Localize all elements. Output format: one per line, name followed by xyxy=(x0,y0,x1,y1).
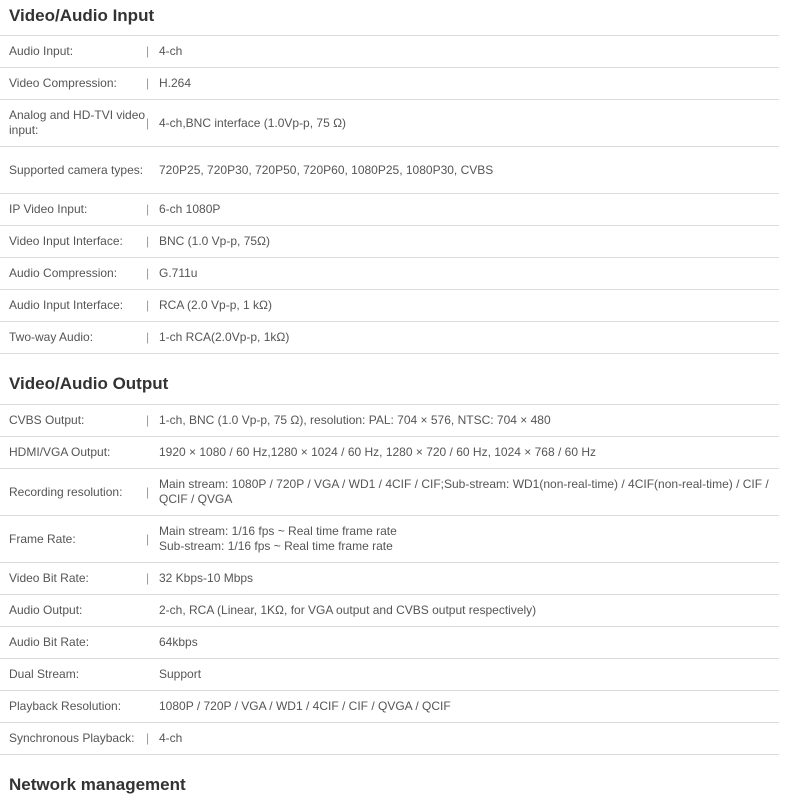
spec-label: Audio Bit Rate: xyxy=(9,635,90,649)
spec-label: IP Video Input: xyxy=(9,202,88,216)
separator: | xyxy=(146,44,150,58)
spec-value: Main stream: 1080P / 720P / VGA / WD1 / 4CIF / CIF;Sub-stream: WD1(non-real-time) / 4CIF(non-real-time) / CIF / QCIF / QVGA xyxy=(159,477,769,506)
table-row xyxy=(0,691,779,723)
separator: | xyxy=(146,571,150,585)
spec-label: CVBS Output: xyxy=(9,413,85,427)
table-row xyxy=(0,36,779,68)
separator: | xyxy=(146,115,150,130)
table-row xyxy=(0,627,779,659)
table-row xyxy=(0,563,779,595)
table-row xyxy=(0,68,779,100)
spec-value: 4-ch xyxy=(159,731,183,745)
spec-label: Supported camera types: xyxy=(9,162,144,177)
spec-label: Frame Rate: xyxy=(9,531,76,546)
spec-value: 6-ch 1080P xyxy=(159,202,221,216)
separator xyxy=(146,595,159,627)
table-row xyxy=(0,194,779,226)
section-title-network-management: Network management xyxy=(9,775,186,794)
table-row xyxy=(0,469,779,516)
section-title-video-audio-output: Video/Audio Output xyxy=(9,374,169,393)
table-row xyxy=(0,659,779,691)
table-row xyxy=(0,723,779,755)
spec-value-line: Main stream: 1/16 fps ~ Real time frame rate xyxy=(159,524,397,538)
table-row xyxy=(0,322,779,354)
spec-label: Analog and HD-TVI video input: xyxy=(9,108,146,137)
spec-label: Recording resolution: xyxy=(9,484,123,499)
spec-label: Synchronous Playback: xyxy=(9,731,135,745)
spec-label: Audio Input: xyxy=(9,44,74,58)
spec-label: Video Input Interface: xyxy=(9,234,123,248)
spec-value: 4-ch xyxy=(159,44,183,58)
spec-value: RCA (2.0 Vp-p, 1 kΩ) xyxy=(159,298,273,312)
spec-value: 64kbps xyxy=(159,635,198,649)
separator xyxy=(146,147,159,194)
spec-value: 4-ch,BNC interface (1.0Vp-p, 75 Ω) xyxy=(159,115,347,130)
separator: | xyxy=(146,202,150,216)
separator: | xyxy=(146,731,150,745)
spec-value: H.264 xyxy=(159,76,192,90)
spec-label: HDMI/VGA Output: xyxy=(9,445,111,459)
table-row xyxy=(0,437,779,469)
spec-label: Video Compression: xyxy=(9,76,117,90)
separator: | xyxy=(146,484,150,499)
table-row xyxy=(0,258,779,290)
spec-table-video-audio-input xyxy=(0,35,779,354)
separator: | xyxy=(146,330,150,344)
table-row xyxy=(0,100,779,147)
spec-value xyxy=(159,516,779,563)
table-row xyxy=(0,290,779,322)
spec-value: 1080P / 720P / VGA / WD1 / 4CIF / CIF / QVGA / QCIF xyxy=(159,699,451,713)
table-row xyxy=(0,516,779,563)
separator: | xyxy=(146,266,150,280)
spec-label: Audio Compression: xyxy=(9,266,118,280)
spec-table-video-audio-output xyxy=(0,404,779,755)
spec-value-line: Sub-stream: 1/16 fps ~ Real time frame rate xyxy=(159,539,393,553)
separator xyxy=(146,659,159,691)
spec-value: BNC (1.0 Vp-p, 75Ω) xyxy=(159,234,271,248)
spec-value: 1920 × 1080 / 60 Hz,1280 × 1024 / 60 Hz, 1280 × 720 / 60 Hz, 1024 × 768 / 60 Hz xyxy=(159,445,596,459)
spec-value: 32 Kbps-10 Mbps xyxy=(159,571,254,585)
section-title-video-audio-input: Video/Audio Input xyxy=(9,6,155,25)
separator: | xyxy=(146,413,150,427)
separator: | xyxy=(146,76,150,90)
spec-label: Audio Output: xyxy=(9,603,83,617)
separator: | xyxy=(146,531,150,546)
spec-label: Dual Stream: xyxy=(9,667,80,681)
spec-value: Support xyxy=(159,667,202,681)
spec-value: 1-ch, BNC (1.0 Vp-p, 75 Ω), resolution: PAL: 704 × 576, NTSC: 704 × 480 xyxy=(159,413,551,427)
separator: | xyxy=(146,298,150,312)
spec-value: 1-ch RCA(2.0Vp-p, 1kΩ) xyxy=(159,330,290,344)
separator xyxy=(146,437,159,469)
spec-value: 720P25, 720P30, 720P50, 720P60, 1080P25, 1080P30, CVBS xyxy=(159,162,494,177)
table-row xyxy=(0,147,779,194)
separator xyxy=(146,627,159,659)
separator: | xyxy=(146,234,150,248)
spec-label: Audio Input Interface: xyxy=(9,298,124,312)
table-row xyxy=(0,405,779,437)
spec-value: 2-ch, RCA (Linear, 1KΩ, for VGA output and CVBS output respectively) xyxy=(159,603,537,617)
separator xyxy=(146,691,159,723)
table-row xyxy=(0,595,779,627)
spec-label: Playback Resolution: xyxy=(9,699,122,713)
spec-value: G.711u xyxy=(159,266,198,280)
spec-label: Video Bit Rate: xyxy=(9,571,89,585)
spec-label: Two-way Audio: xyxy=(9,330,94,344)
table-row xyxy=(0,226,779,258)
